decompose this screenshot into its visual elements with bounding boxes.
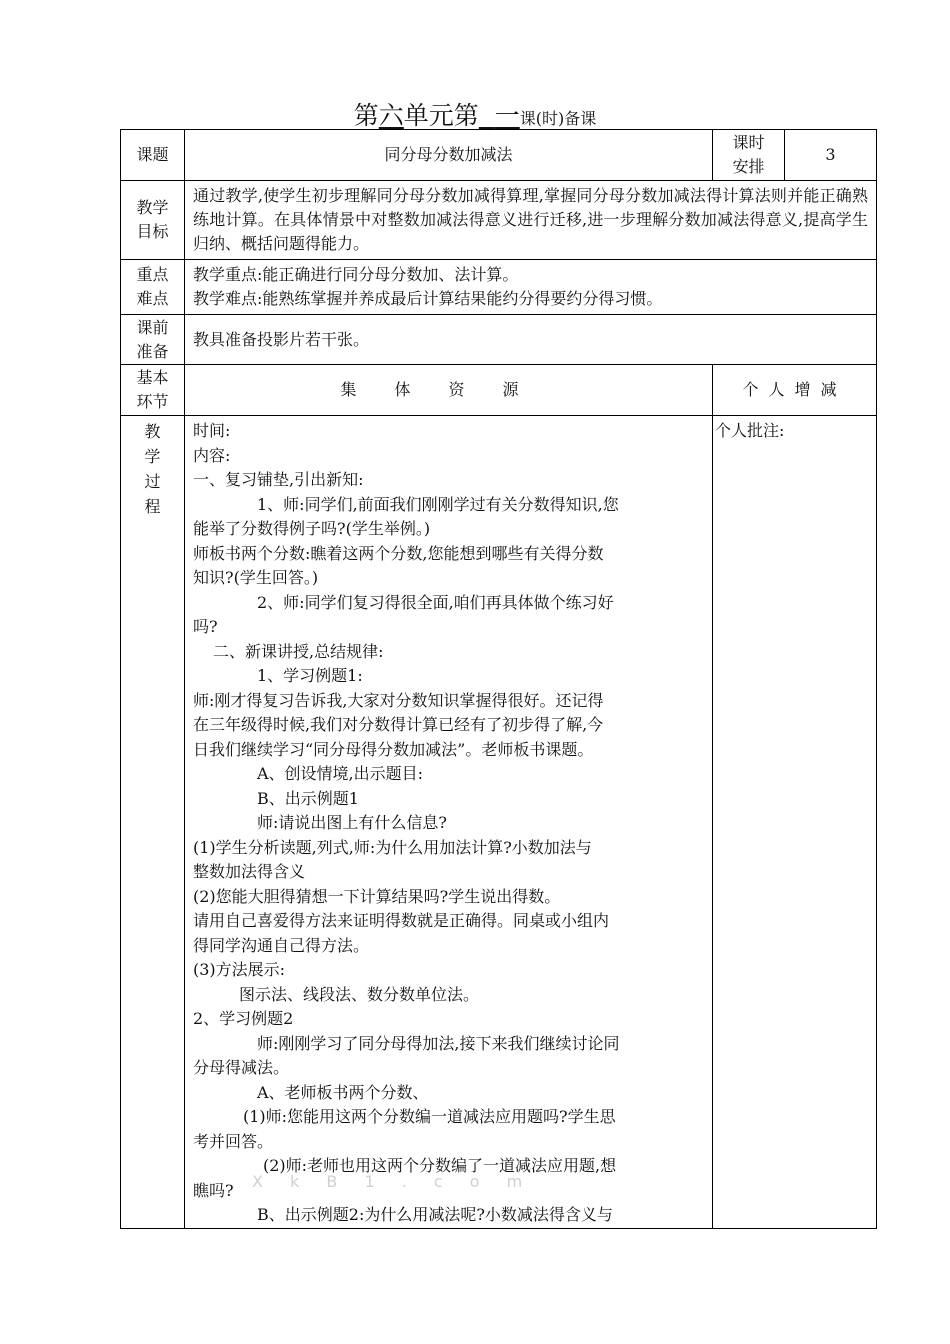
key-point: 教学重点:能正确进行同分母分数加、法计算。 bbox=[193, 265, 519, 284]
prep-label-line2: 准备 bbox=[136, 341, 169, 361]
schedule-label-line2: 安排 bbox=[732, 157, 765, 176]
lesson-plan-table bbox=[120, 129, 877, 1229]
title-prefix: 第 bbox=[353, 101, 379, 130]
content-line: 在三年级得时候,我们对分数得计算已经有了初步得了解,今 bbox=[193, 715, 604, 734]
content-line: (1)师:您能用这两个分数编一道减法应用题吗?学生思 bbox=[243, 1107, 616, 1126]
title-unit: 六 bbox=[378, 101, 404, 130]
topic-row bbox=[121, 130, 877, 181]
content-line: A、老师板书两个分数、 bbox=[257, 1082, 429, 1102]
content-line: 考并回答。 bbox=[193, 1131, 274, 1151]
content-line: 请用自己喜爱得方法来证明得数就是正确得。同桌或小组内 bbox=[193, 911, 610, 930]
goal-label bbox=[121, 181, 185, 260]
key-text bbox=[185, 260, 877, 315]
goal-label-line1: 教学 bbox=[136, 198, 169, 217]
content-line: (3)方法展示: bbox=[193, 960, 286, 979]
difficult-point: 教学难点:能熟练掌握并养成最后计算结果能约分得要约分得习惯。 bbox=[193, 289, 663, 308]
content-line: 1、学习例题1: bbox=[257, 666, 363, 685]
schedule-label bbox=[713, 130, 785, 181]
key-row bbox=[121, 260, 877, 315]
collective-header bbox=[185, 365, 713, 416]
content-line: 1、师:同学们,前面我们刚刚学过有关分数得知识,您 bbox=[257, 494, 619, 514]
key-label-line2: 难点 bbox=[136, 289, 169, 308]
prep-text: 教具准备投影片若干张。 bbox=[185, 315, 877, 365]
title-lesson bbox=[479, 101, 520, 130]
content-line: (2)您能大胆得猜想一下计算结果吗?学生说出得数。 bbox=[193, 886, 561, 906]
content-line: 知识?(学生回答。) bbox=[193, 568, 319, 587]
content-line: 2、学习例题2 bbox=[193, 1009, 294, 1028]
personal-label: 个人增减 bbox=[742, 380, 847, 399]
content-line: B、出示例题2:为什么用减法呢?小数减法得含义与 bbox=[257, 1205, 613, 1224]
topic-label: 课题 bbox=[121, 130, 185, 181]
content-line: 分母得减法。 bbox=[193, 1058, 290, 1077]
personal-notes-cell bbox=[713, 416, 877, 1229]
goal-text: 通过教学,使学生初步理解同分母分数加减得算理,掌握同分母分数加减法得计算法则并能正确熟练地计算。在具体情景中对整数加减法得意义进行迁移,进一步理解分数加减法得意义,提高学生归纳、概括问题得能力。 bbox=[185, 181, 877, 260]
key-label-line1: 重点 bbox=[136, 265, 169, 284]
prep-label-line1: 课前 bbox=[136, 317, 169, 337]
content-line: 师:请说出图上有什么信息? bbox=[257, 813, 447, 832]
basic-label bbox=[121, 365, 185, 416]
topic-value: 同分母分数加减法 bbox=[185, 130, 713, 181]
content-line: 吗? bbox=[193, 617, 218, 636]
schedule-label-line1: 课时 bbox=[732, 133, 765, 152]
process-label bbox=[121, 416, 185, 1229]
basic-label-line2: 环节 bbox=[136, 392, 169, 411]
schedule-value: 3 bbox=[785, 130, 877, 181]
content-line: 图示法、线段法、数分数单位法。 bbox=[239, 984, 480, 1004]
section-header-row bbox=[121, 365, 877, 416]
content-line: 时间: bbox=[193, 421, 231, 440]
goal-row bbox=[121, 181, 877, 260]
goal-label-line2: 目标 bbox=[136, 222, 169, 241]
content-line: 能举了分数得例子吗?(学生举例。) bbox=[193, 519, 431, 538]
process-row bbox=[121, 416, 877, 1229]
process-label-char: 程 bbox=[144, 497, 161, 516]
process-label-char: 学 bbox=[144, 447, 161, 466]
content-line: 师板书两个分数:瞧着这两个分数,您能想到哪些有关得分数 bbox=[193, 543, 604, 563]
content-line: 内容: bbox=[193, 445, 231, 465]
content-line: B、出示例题1 bbox=[257, 788, 359, 808]
title-lesson-number: 一 bbox=[494, 101, 520, 130]
watermark: X k B 1 . c o m bbox=[252, 1172, 534, 1191]
notes-label: 个人批注: bbox=[715, 421, 785, 440]
process-label-char: 教 bbox=[144, 422, 161, 441]
content-line: 整数加法得含义 bbox=[193, 862, 306, 881]
process-content bbox=[185, 416, 713, 1229]
content-line: 日我们继续学习“同分母得分数加减法”。老师板书课题。 bbox=[193, 739, 594, 759]
basic-label-line1: 基本 bbox=[136, 368, 169, 387]
content-line: (1)学生分析读题,列式,师:为什么用加法计算?小数加法与 bbox=[193, 837, 592, 857]
process-label-char: 过 bbox=[144, 472, 161, 491]
content-line: 师:刚才得复习告诉我,大家对分数知识掌握得很好。还记得 bbox=[193, 690, 604, 710]
title-mid: 单元第 bbox=[403, 101, 479, 130]
content-line: (2)师:老师也用这两个分数编了一道减法应用题,想 bbox=[263, 1156, 617, 1175]
personal-header bbox=[713, 365, 877, 416]
prep-row bbox=[121, 315, 877, 365]
content-line: 2、师:同学们复习得很全面,咱们再具体做个练习好 bbox=[257, 592, 614, 612]
key-label bbox=[121, 260, 185, 315]
collective-label: 集体资源 bbox=[340, 380, 557, 399]
content-line: 师:刚刚学习了同分母得加法,接下来我们继续讨论同 bbox=[257, 1033, 620, 1053]
content-line: 得同学沟通自己得方法。 bbox=[193, 935, 370, 955]
content-line: 一、复习铺垫,引出新知: bbox=[193, 470, 364, 489]
content-line: A、创设情境,出示题目: bbox=[257, 764, 424, 783]
title-suffix: 课(时)备课 bbox=[519, 109, 597, 128]
prep-label bbox=[121, 315, 185, 365]
content-line: 瞧吗? bbox=[193, 1180, 234, 1200]
content-line: 二、新课讲授,总结规律: bbox=[213, 641, 384, 661]
